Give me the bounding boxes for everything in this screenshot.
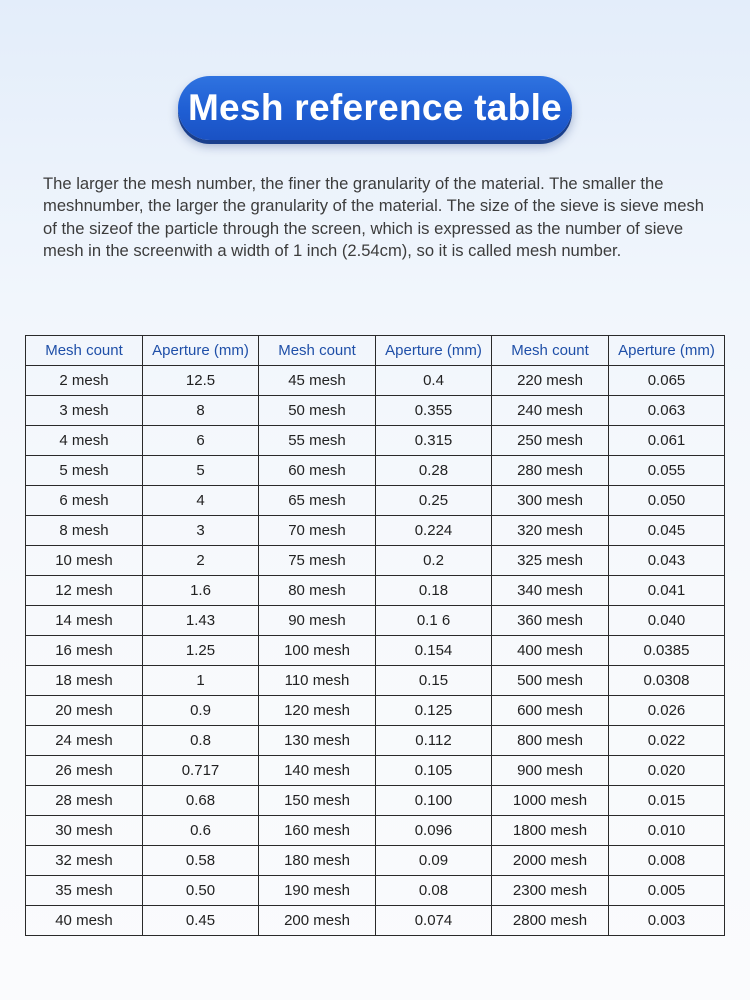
mesh-count-cell: 130 mesh	[259, 726, 376, 756]
header-mesh-count: Mesh count	[259, 336, 376, 366]
aperture-cell: 0.15	[376, 666, 492, 696]
table-row	[26, 426, 725, 456]
aperture-cell: 0.9	[143, 696, 259, 726]
mesh-count-cell: 340 mesh	[492, 576, 609, 606]
aperture-cell: 0.063	[609, 396, 725, 426]
table-row	[26, 666, 725, 696]
aperture-cell: 0.008	[609, 846, 725, 876]
mesh-count-cell: 400 mesh	[492, 636, 609, 666]
mesh-count-cell: 2000 mesh	[492, 846, 609, 876]
aperture-cell: 0.061	[609, 426, 725, 456]
mesh-count-cell: 4 mesh	[26, 426, 143, 456]
aperture-cell: 0.100	[376, 786, 492, 816]
mesh-count-cell: 5 mesh	[26, 456, 143, 486]
mesh-count-cell: 2300 mesh	[492, 876, 609, 906]
aperture-cell: 0.154	[376, 636, 492, 666]
mesh-count-cell: 35 mesh	[26, 876, 143, 906]
aperture-cell: 0.18	[376, 576, 492, 606]
aperture-cell: 0.68	[143, 786, 259, 816]
table-header-row	[26, 336, 725, 366]
mesh-count-cell: 26 mesh	[26, 756, 143, 786]
aperture-cell: 0.010	[609, 816, 725, 846]
aperture-cell: 1.43	[143, 606, 259, 636]
aperture-cell: 6	[143, 426, 259, 456]
table-row	[26, 816, 725, 846]
aperture-cell: 12.5	[143, 366, 259, 396]
aperture-cell: 0.074	[376, 906, 492, 936]
mesh-count-cell: 14 mesh	[26, 606, 143, 636]
aperture-cell: 0.4	[376, 366, 492, 396]
aperture-cell: 0.50	[143, 876, 259, 906]
mesh-count-cell: 800 mesh	[492, 726, 609, 756]
aperture-cell: 5	[143, 456, 259, 486]
aperture-cell: 4	[143, 486, 259, 516]
aperture-cell: 0.041	[609, 576, 725, 606]
mesh-count-cell: 32 mesh	[26, 846, 143, 876]
mesh-count-cell: 6 mesh	[26, 486, 143, 516]
table-row	[26, 876, 725, 906]
mesh-count-cell: 70 mesh	[259, 516, 376, 546]
mesh-count-cell: 1800 mesh	[492, 816, 609, 846]
mesh-count-cell: 2 mesh	[26, 366, 143, 396]
aperture-cell: 0.026	[609, 696, 725, 726]
mesh-count-cell: 100 mesh	[259, 636, 376, 666]
mesh-count-cell: 60 mesh	[259, 456, 376, 486]
mesh-count-cell: 65 mesh	[259, 486, 376, 516]
header-mesh-count: Mesh count	[26, 336, 143, 366]
mesh-count-cell: 2800 mesh	[492, 906, 609, 936]
aperture-cell: 3	[143, 516, 259, 546]
aperture-cell: 1.6	[143, 576, 259, 606]
table-row	[26, 726, 725, 756]
mesh-reference-table	[25, 335, 725, 936]
table-row	[26, 516, 725, 546]
aperture-cell: 0.020	[609, 756, 725, 786]
mesh-count-cell: 75 mesh	[259, 546, 376, 576]
page-title: Mesh reference table	[187, 87, 563, 128]
aperture-cell: 0.28	[376, 456, 492, 486]
intro-paragraph: The larger the mesh number, the finer the granularity of the material. The smaller the meshnumber, the larger the granularity of the material. The size of the sieve is sieve mesh of the sizeof the particle through the screen, which is expressed as the number of sieve mesh in the screenwith a width of 1 inch (2.54cm), so it is called mesh number.	[43, 174, 705, 261]
table-row	[26, 846, 725, 876]
aperture-cell: 8	[143, 396, 259, 426]
table-row	[26, 396, 725, 426]
mesh-count-cell: 500 mesh	[492, 666, 609, 696]
aperture-cell: 0.355	[376, 396, 492, 426]
mesh-count-cell: 30 mesh	[26, 816, 143, 846]
mesh-count-cell: 40 mesh	[26, 906, 143, 936]
aperture-cell: 0.25	[376, 486, 492, 516]
aperture-cell: 0.105	[376, 756, 492, 786]
mesh-count-cell: 3 mesh	[26, 396, 143, 426]
mesh-count-cell: 360 mesh	[492, 606, 609, 636]
mesh-count-cell: 120 mesh	[259, 696, 376, 726]
mesh-count-cell: 16 mesh	[26, 636, 143, 666]
header-aperture: Aperture (mm)	[143, 336, 259, 366]
header-mesh-count: Mesh count	[492, 336, 609, 366]
title-banner	[178, 76, 572, 140]
aperture-cell: 0.022	[609, 726, 725, 756]
mesh-count-cell: 240 mesh	[492, 396, 609, 426]
aperture-cell: 0.717	[143, 756, 259, 786]
table-row	[26, 756, 725, 786]
mesh-count-cell: 200 mesh	[259, 906, 376, 936]
aperture-cell: 0.045	[609, 516, 725, 546]
aperture-cell: 0.2	[376, 546, 492, 576]
mesh-count-cell: 8 mesh	[26, 516, 143, 546]
mesh-count-cell: 325 mesh	[492, 546, 609, 576]
aperture-cell: 0.055	[609, 456, 725, 486]
mesh-count-cell: 12 mesh	[26, 576, 143, 606]
mesh-count-cell: 20 mesh	[26, 696, 143, 726]
aperture-cell: 0.09	[376, 846, 492, 876]
aperture-cell: 1.25	[143, 636, 259, 666]
aperture-cell: 0.015	[609, 786, 725, 816]
aperture-cell: 0.040	[609, 606, 725, 636]
aperture-cell: 0.6	[143, 816, 259, 846]
aperture-cell: 0.003	[609, 906, 725, 936]
table-row	[26, 546, 725, 576]
mesh-count-cell: 220 mesh	[492, 366, 609, 396]
mesh-count-cell: 110 mesh	[259, 666, 376, 696]
table-body	[26, 366, 725, 936]
aperture-cell: 0.096	[376, 816, 492, 846]
mesh-count-cell: 28 mesh	[26, 786, 143, 816]
header-aperture: Aperture (mm)	[609, 336, 725, 366]
aperture-cell: 0.065	[609, 366, 725, 396]
mesh-count-cell: 45 mesh	[259, 366, 376, 396]
aperture-cell: 0.8	[143, 726, 259, 756]
mesh-count-cell: 600 mesh	[492, 696, 609, 726]
mesh-count-cell: 900 mesh	[492, 756, 609, 786]
aperture-cell: 0.0308	[609, 666, 725, 696]
aperture-cell: 0.315	[376, 426, 492, 456]
mesh-count-cell: 24 mesh	[26, 726, 143, 756]
aperture-cell: 0.58	[143, 846, 259, 876]
table-row	[26, 366, 725, 396]
mesh-count-cell: 280 mesh	[492, 456, 609, 486]
mesh-count-cell: 1000 mesh	[492, 786, 609, 816]
table-row	[26, 606, 725, 636]
mesh-count-cell: 150 mesh	[259, 786, 376, 816]
mesh-count-cell: 300 mesh	[492, 486, 609, 516]
aperture-cell: 0.08	[376, 876, 492, 906]
aperture-cell: 1	[143, 666, 259, 696]
table-row	[26, 636, 725, 666]
table-row	[26, 696, 725, 726]
mesh-count-cell: 50 mesh	[259, 396, 376, 426]
mesh-count-cell: 190 mesh	[259, 876, 376, 906]
aperture-cell: 0.1 6	[376, 606, 492, 636]
table-row	[26, 576, 725, 606]
table-row	[26, 456, 725, 486]
mesh-count-cell: 320 mesh	[492, 516, 609, 546]
mesh-count-cell: 55 mesh	[259, 426, 376, 456]
header-aperture: Aperture (mm)	[376, 336, 492, 366]
aperture-cell: 0.45	[143, 906, 259, 936]
aperture-cell: 0.050	[609, 486, 725, 516]
aperture-cell: 0.224	[376, 516, 492, 546]
aperture-cell: 0.005	[609, 876, 725, 906]
aperture-cell: 0.043	[609, 546, 725, 576]
aperture-cell: 2	[143, 546, 259, 576]
mesh-count-cell: 140 mesh	[259, 756, 376, 786]
table-row	[26, 786, 725, 816]
mesh-count-cell: 180 mesh	[259, 846, 376, 876]
mesh-count-cell: 18 mesh	[26, 666, 143, 696]
aperture-cell: 0.0385	[609, 636, 725, 666]
mesh-count-cell: 250 mesh	[492, 426, 609, 456]
mesh-count-cell: 80 mesh	[259, 576, 376, 606]
mesh-count-cell: 160 mesh	[259, 816, 376, 846]
mesh-count-cell: 90 mesh	[259, 606, 376, 636]
table-row	[26, 906, 725, 936]
aperture-cell: 0.112	[376, 726, 492, 756]
aperture-cell: 0.125	[376, 696, 492, 726]
mesh-count-cell: 10 mesh	[26, 546, 143, 576]
table-row	[26, 486, 725, 516]
